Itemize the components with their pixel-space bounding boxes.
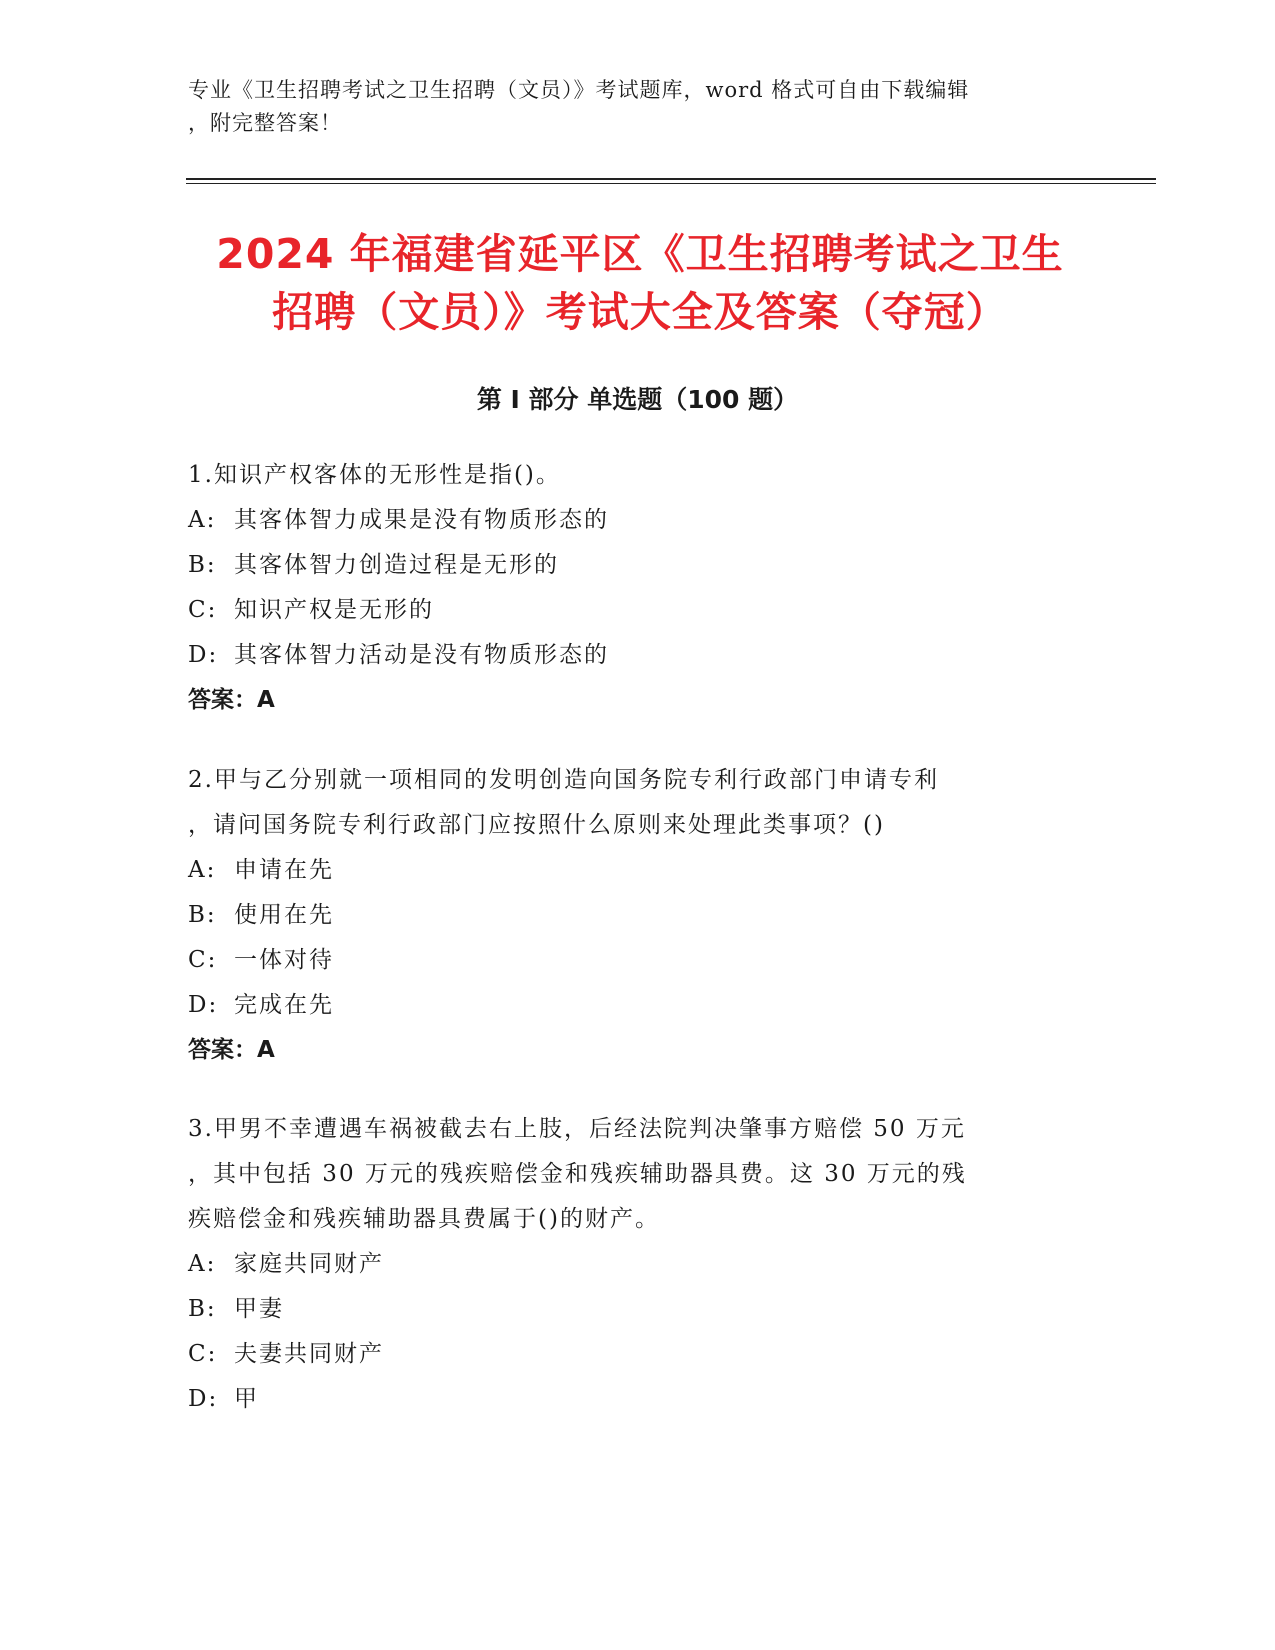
option-text: 甲 <box>234 1386 259 1412</box>
option-label: C: <box>188 947 218 973</box>
option-label: A: <box>188 857 217 883</box>
answer: 答案：A <box>188 687 275 713</box>
option-b <box>188 543 1088 588</box>
option-label: C: <box>188 597 218 623</box>
option-b <box>188 1287 1088 1332</box>
option-text: 完成在先 <box>234 992 334 1018</box>
question-stem <box>188 453 1088 498</box>
option-b <box>188 893 1088 938</box>
option-a <box>188 848 1088 893</box>
header-note <box>188 74 1088 140</box>
question-stem <box>188 1107 1088 1242</box>
section-heading: 第 I 部分 单选题（100 题） <box>476 385 799 414</box>
title-line: 招聘（文员）》考试大全及答案（夺冠） <box>272 288 1008 336</box>
header-note-line: 专业《卫生招聘考试之卫生招聘（文员）》考试题库，word 格式可自由下载编辑 <box>188 78 970 102</box>
option-text: 家庭共同财产 <box>234 1251 384 1277</box>
option-a <box>188 1242 1088 1287</box>
question-stem <box>188 758 1088 848</box>
question-stem-line: 1.知识产权客体的无形性是指()。 <box>188 462 561 488</box>
option-text: 知识产权是无形的 <box>234 597 434 623</box>
option-c <box>188 588 1088 633</box>
option-text: 其客体智力创造过程是无形的 <box>234 552 559 578</box>
title-line: 2024 年福建省延平区《卫生招聘考试之卫生 <box>216 230 1064 278</box>
question-stem-line: 2.甲与乙分别就一项相同的发明创造向国务院专利行政部门申请专利 <box>188 767 939 793</box>
question-stem-line: 疾赔偿金和残疾辅助器具费属于()的财产。 <box>188 1206 660 1232</box>
option-label: D: <box>188 1386 219 1412</box>
option-d <box>188 983 1088 1028</box>
option-text: 一体对待 <box>234 947 334 973</box>
option-label: B: <box>188 1296 217 1322</box>
option-label: A: <box>188 1251 217 1277</box>
question-3 <box>188 1107 1088 1422</box>
option-c <box>188 1332 1088 1377</box>
option-label: B: <box>188 552 217 578</box>
option-text: 其客体智力活动是没有物质形态的 <box>234 642 609 668</box>
answer: 答案：A <box>188 1037 275 1063</box>
option-label: D: <box>188 642 219 668</box>
option-d <box>188 633 1088 678</box>
option-label: D: <box>188 992 219 1018</box>
option-c <box>188 938 1088 983</box>
option-label: B: <box>188 902 217 928</box>
header-note-line: ，附完整答案！ <box>188 111 342 135</box>
option-text: 使用在先 <box>234 902 334 928</box>
option-text: 夫妻共同财产 <box>234 1341 384 1367</box>
option-text: 申请在先 <box>234 857 334 883</box>
document-title <box>160 225 1120 341</box>
option-a <box>188 498 1088 543</box>
option-label: C: <box>188 1341 218 1367</box>
question-stem-line: ，请问国务院专利行政部门应按照什么原则来处理此类事项？() <box>188 812 885 838</box>
header-divider-thick <box>186 178 1156 180</box>
option-text: 其客体智力成果是没有物质形态的 <box>234 507 609 533</box>
question-1 <box>188 453 1088 723</box>
question-2 <box>188 758 1088 1073</box>
question-stem-line: ，其中包括 30 万元的残疾赔偿金和残疾辅助器具费。这 30 万元的残 <box>188 1161 967 1187</box>
question-stem-line: 3.甲男不幸遭遇车祸被截去右上肢，后经法院判决肇事方赔偿 50 万元 <box>188 1116 966 1142</box>
option-d <box>188 1377 1088 1422</box>
option-text: 甲妻 <box>234 1296 284 1322</box>
option-label: A: <box>188 507 217 533</box>
header-divider-thin <box>186 183 1156 184</box>
